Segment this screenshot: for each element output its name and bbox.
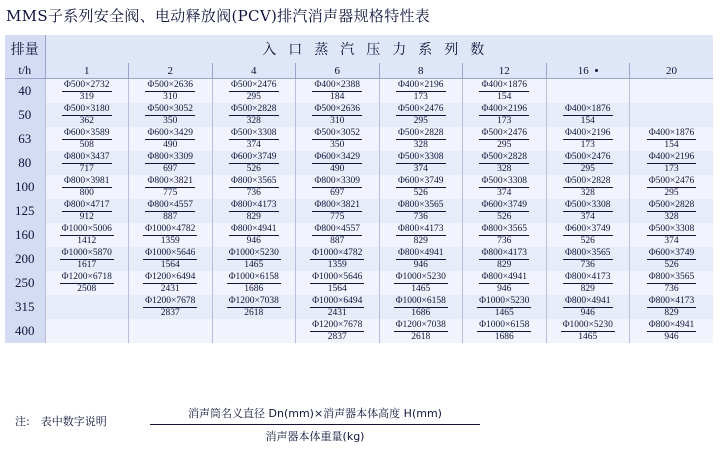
table-row [5,103,713,127]
weight-value: 2618 [411,332,431,342]
size-value: Φ400×1876 [648,128,695,138]
weight-value: 490 [330,164,345,174]
weight-value: 736 [497,236,512,246]
size-value: Φ800×3565 [564,248,611,258]
spec-cell [45,271,129,295]
spec-cell [463,79,547,104]
weight-value: 184 [330,92,345,102]
spec-cell [463,199,547,223]
size-value: Φ400×2196 [481,104,528,114]
table-row [5,151,713,175]
fraction-bar [150,424,480,425]
spec-cell [463,295,547,319]
flow-rate-label: 100 [5,175,45,199]
size-value: Φ400×2196 [397,80,444,90]
flow-rate-label: 400 [5,319,45,343]
spec-cell [630,79,714,104]
size-value: Φ800×3821 [147,176,194,186]
spec-cell [463,223,547,247]
weight-value: 173 [413,92,428,102]
size-value: Φ800×4941 [230,224,277,234]
size-value: Φ1000×4782 [312,248,363,258]
flow-rate-label: 200 [5,247,45,271]
pressure-series-header: 入口蒸汽压力系列数 [45,35,713,63]
spec-table [5,35,713,343]
table-row [5,319,713,343]
spec-cell [463,127,547,151]
weight-value: 374 [246,140,261,150]
flow-rate-label: 63 [5,127,45,151]
size-value: Φ400×2196 [564,128,611,138]
size-value: Φ1000×5646 [145,248,196,258]
weight-value: 1686 [411,308,431,318]
size-value: Φ1200×7038 [395,320,446,330]
note-numerator: 消声筒名义直径 Dn(mm)×消声器本体高度 H(mm) [188,407,442,420]
table-row [5,175,713,199]
spec-cell [129,271,213,295]
weight-value: 295 [413,116,428,126]
weight-value: 736 [580,260,595,270]
spec-cell [45,247,129,271]
dot-mark [595,69,598,72]
column-header-8: 20 [630,63,714,79]
weight-value: 490 [163,140,178,150]
spec-cell [546,319,630,343]
size-value: Φ500×3180 [63,104,110,114]
weight-value: 736 [664,284,679,294]
size-value: Φ800×4557 [147,200,194,210]
weight-value: 829 [497,260,512,270]
size-value: Φ600×3749 [397,176,444,186]
size-value: Φ500×2476 [230,80,277,90]
size-value: Φ1200×6718 [61,272,112,282]
spec-cell [546,151,630,175]
weight-value: 2508 [77,284,97,294]
weight-value: 1359 [160,236,180,246]
weight-value: 2837 [160,308,180,318]
table-row [5,295,713,319]
column-header-5: 8 [379,63,463,79]
size-value: Φ1200×7038 [228,296,279,306]
table-row [5,199,713,223]
spec-cell [630,319,714,343]
weight-value: 526 [246,164,261,174]
spec-cell [129,127,213,151]
size-value: Φ500×3308 [564,200,611,210]
spec-cell [129,175,213,199]
size-value: Φ500×2828 [230,104,277,114]
weight-value: 946 [246,236,261,246]
spec-cell [546,103,630,127]
weight-value: 154 [580,116,595,126]
weight-value: 173 [580,140,595,150]
weight-value: 887 [330,236,345,246]
spec-cell [212,175,296,199]
weight-value: 310 [163,92,178,102]
size-value: Φ400×2388 [314,80,361,90]
weight-value: 697 [330,188,345,198]
weight-value: 1465 [578,332,598,342]
flow-unit-label: t/h [5,63,45,79]
spec-cell [212,223,296,247]
size-value: Φ500×2476 [397,104,444,114]
size-value: Φ500×3308 [648,224,695,234]
flow-rate-label: 80 [5,151,45,175]
weight-value: 2431 [160,284,180,294]
page-title: MMS子系列安全阀、电动释放阀(PCV)排汽消声器规格特性表 [6,7,431,25]
weight-value: 829 [413,236,428,246]
size-value: Φ800×3437 [63,152,110,162]
size-value: Φ800×4941 [481,272,528,282]
weight-value: 1359 [327,260,347,270]
weight-value: 328 [664,212,679,222]
weight-value: 295 [246,92,261,102]
size-value: Φ500×2476 [648,176,695,186]
size-value: Φ1000×5230 [228,248,279,258]
spec-cell [212,127,296,151]
spec-cell [212,319,296,343]
size-value: Φ500×2732 [63,80,110,90]
spec-cell [379,199,463,223]
size-value: Φ800×3565 [648,272,695,282]
size-value: Φ600×3749 [648,248,695,258]
spec-cell [129,103,213,127]
size-value: Φ800×4717 [63,200,110,210]
weight-value: 154 [497,92,512,102]
weight-value: 374 [413,164,428,174]
weight-value: 508 [79,140,94,150]
weight-value: 173 [497,116,512,126]
weight-value: 829 [246,212,261,222]
size-value: Φ1200×6494 [145,272,196,282]
size-value: Φ1200×7678 [312,320,363,330]
weight-value: 154 [664,140,679,150]
weight-value: 374 [497,188,512,198]
weight-value: 362 [79,116,94,126]
weight-value: 173 [664,164,679,174]
spec-cell [379,79,463,104]
size-value: Φ800×3565 [481,224,528,234]
weight-value: 717 [79,164,94,174]
size-value: Φ500×2828 [648,200,695,210]
size-value: Φ800×4941 [397,248,444,258]
column-header-2: 2 [129,63,213,79]
spec-cell [296,223,380,247]
weight-value: 374 [580,212,595,222]
spec-cell [379,247,463,271]
weight-value: 310 [330,116,345,126]
spec-cell [379,175,463,199]
size-value: Φ600×3429 [314,152,361,162]
spec-cell [463,247,547,271]
weight-value: 1564 [160,260,180,270]
size-value: Φ800×3821 [314,200,361,210]
spec-cell [546,223,630,247]
weight-value: 736 [413,212,428,222]
spec-cell [129,295,213,319]
spec-cell [379,103,463,127]
table-row [5,79,713,104]
spec-cell [296,247,380,271]
spec-cell [296,151,380,175]
weight-value: 328 [246,116,261,126]
spec-cell [546,127,630,151]
size-value: Φ1000×5230 [479,296,530,306]
weight-value: 1465 [494,308,514,318]
weight-value: 697 [163,164,178,174]
spec-cell [45,127,129,151]
spec-cell [546,247,630,271]
flow-rate-label: 40 [5,79,45,104]
spec-cell [45,319,129,343]
spec-cell [45,103,129,127]
table-row [5,223,713,247]
spec-cell [630,271,714,295]
size-value: Φ1000×5006 [61,224,112,234]
weight-value: 1686 [244,284,264,294]
note-label: 注: 表中数字说明 [15,415,107,428]
spec-cell [296,295,380,319]
spec-cell [379,271,463,295]
size-value: Φ1000×5230 [395,272,446,282]
spec-cell [630,175,714,199]
flow-rate-label: 315 [5,295,45,319]
note-fraction [150,405,480,444]
weight-value: 1465 [411,284,431,294]
spec-cell [379,151,463,175]
weight-value: 775 [330,212,345,222]
weight-value: 526 [580,236,595,246]
spec-cell [296,319,380,343]
weight-value: 526 [664,260,679,270]
size-value: Φ600×3429 [147,128,194,138]
spec-cell [379,223,463,247]
spec-cell [546,79,630,104]
size-value: Φ800×4173 [230,200,277,210]
flow-rate-label: 160 [5,223,45,247]
spec-cell [546,175,630,199]
size-value: Φ600×3749 [230,152,277,162]
weight-value: 946 [413,260,428,270]
spec-cell [45,295,129,319]
spec-cell [45,199,129,223]
weight-value: 800 [79,188,94,198]
size-value: Φ500×3308 [230,128,277,138]
flow-header-label: 排量 [5,35,45,63]
size-value: Φ500×2476 [481,128,528,138]
spec-cell [129,199,213,223]
size-value: Φ800×3565 [397,200,444,210]
size-value: Φ1000×6158 [479,320,530,330]
spec-cell [463,175,547,199]
spec-cell [296,127,380,151]
weight-value: 1465 [244,260,264,270]
spec-cell [45,175,129,199]
size-value: Φ400×1876 [564,104,611,114]
size-value: Φ800×4173 [481,248,528,258]
size-value: Φ1000×6158 [228,272,279,282]
weight-value: 946 [664,332,679,342]
size-value: Φ1200×7678 [145,296,196,306]
size-value: Φ500×2828 [397,128,444,138]
size-value: Φ600×3749 [481,200,528,210]
size-value: Φ1000×4782 [145,224,196,234]
note-denominator: 消声器本体重量(kg) [265,430,365,443]
size-value: Φ800×4557 [314,224,361,234]
column-header-4: 6 [296,63,380,79]
spec-cell [546,271,630,295]
size-value: Φ500×3052 [147,104,194,114]
spec-cell [45,151,129,175]
spec-cell [463,319,547,343]
size-value: Φ500×3052 [314,128,361,138]
spec-cell [546,199,630,223]
spec-cell [630,223,714,247]
spec-cell [630,103,714,127]
size-value: Φ500×2828 [481,152,528,162]
table-row [5,247,713,271]
size-value: Φ1000×6494 [312,296,363,306]
weight-value: 526 [497,212,512,222]
weight-value: 328 [497,164,512,174]
size-value: Φ800×3981 [63,176,110,186]
spec-cell [630,247,714,271]
spec-cell [379,127,463,151]
spec-cell [212,103,296,127]
column-header-6: 12 [463,63,547,79]
weight-value: 328 [413,140,428,150]
spec-cell [296,271,380,295]
table-row [5,271,713,295]
spec-cell [296,175,380,199]
spec-cell [129,223,213,247]
weight-value: 350 [163,116,178,126]
weight-value: 829 [580,284,595,294]
size-value: Φ800×4173 [397,224,444,234]
size-value: Φ800×4941 [648,320,695,330]
table-row [5,127,713,151]
weight-value: 328 [580,188,595,198]
spec-cell [212,79,296,104]
size-value: Φ500×2476 [564,152,611,162]
weight-value: 946 [497,284,512,294]
size-value: Φ1000×5870 [61,248,112,258]
spec-cell [630,127,714,151]
size-value: Φ800×4173 [564,272,611,282]
weight-value: 1412 [77,236,97,246]
column-header-3: 4 [212,63,296,79]
weight-value: 295 [664,188,679,198]
size-value: Φ500×3308 [397,152,444,162]
size-value: Φ1000×5646 [312,272,363,282]
column-header-7: 16 [546,63,630,79]
spec-cell [463,151,547,175]
weight-value: 295 [497,140,512,150]
spec-cell [296,79,380,104]
size-value: Φ600×3749 [564,224,611,234]
spec-cell [296,103,380,127]
spec-cell [546,295,630,319]
size-value: Φ800×4173 [648,296,695,306]
spec-cell [45,223,129,247]
size-value: Φ800×3309 [147,152,194,162]
size-value: Φ1000×5230 [562,320,613,330]
spec-cell [212,295,296,319]
spec-cell [630,295,714,319]
size-value: Φ1000×6158 [395,296,446,306]
weight-value: 374 [664,236,679,246]
weight-value: 887 [163,212,178,222]
spec-cell [129,247,213,271]
spec-cell [212,199,296,223]
spec-cell [129,319,213,343]
weight-value: 2618 [244,308,264,318]
weight-value: 295 [580,164,595,174]
size-value: Φ800×3565 [230,176,277,186]
size-value: Φ500×3308 [481,176,528,186]
spec-cell [630,151,714,175]
weight-value: 829 [664,308,679,318]
weight-value: 1617 [77,260,97,270]
weight-value: 350 [330,140,345,150]
size-value: Φ800×4941 [564,296,611,306]
spec-cell [463,271,547,295]
weight-value: 946 [580,308,595,318]
flow-rate-label: 250 [5,271,45,295]
spec-cell [463,103,547,127]
spec-cell [212,247,296,271]
weight-value: 2431 [327,308,347,318]
flow-rate-label: 125 [5,199,45,223]
size-value: Φ600×3589 [63,128,110,138]
flow-rate-label: 50 [5,103,45,127]
weight-value: 736 [246,188,261,198]
size-value: Φ400×1876 [481,80,528,90]
size-value: Φ400×2196 [648,152,695,162]
spec-cell [379,319,463,343]
weight-value: 2837 [327,332,347,342]
spec-cell [296,199,380,223]
size-value: Φ500×2636 [147,80,194,90]
weight-value: 775 [163,188,178,198]
size-value: Φ800×3309 [314,176,361,186]
weight-value: 319 [79,92,94,102]
weight-value: 1686 [494,332,514,342]
spec-cell [45,79,129,104]
column-header-1: 1 [45,63,129,79]
spec-cell [379,295,463,319]
weight-value: 912 [79,212,94,222]
size-value: Φ500×2828 [564,176,611,186]
weight-value: 1564 [327,284,347,294]
spec-cell [212,271,296,295]
weight-value: 526 [413,188,428,198]
spec-cell [129,79,213,104]
spec-cell [129,151,213,175]
spec-cell [212,151,296,175]
spec-cell [630,199,714,223]
size-value: Φ500×2636 [314,104,361,114]
